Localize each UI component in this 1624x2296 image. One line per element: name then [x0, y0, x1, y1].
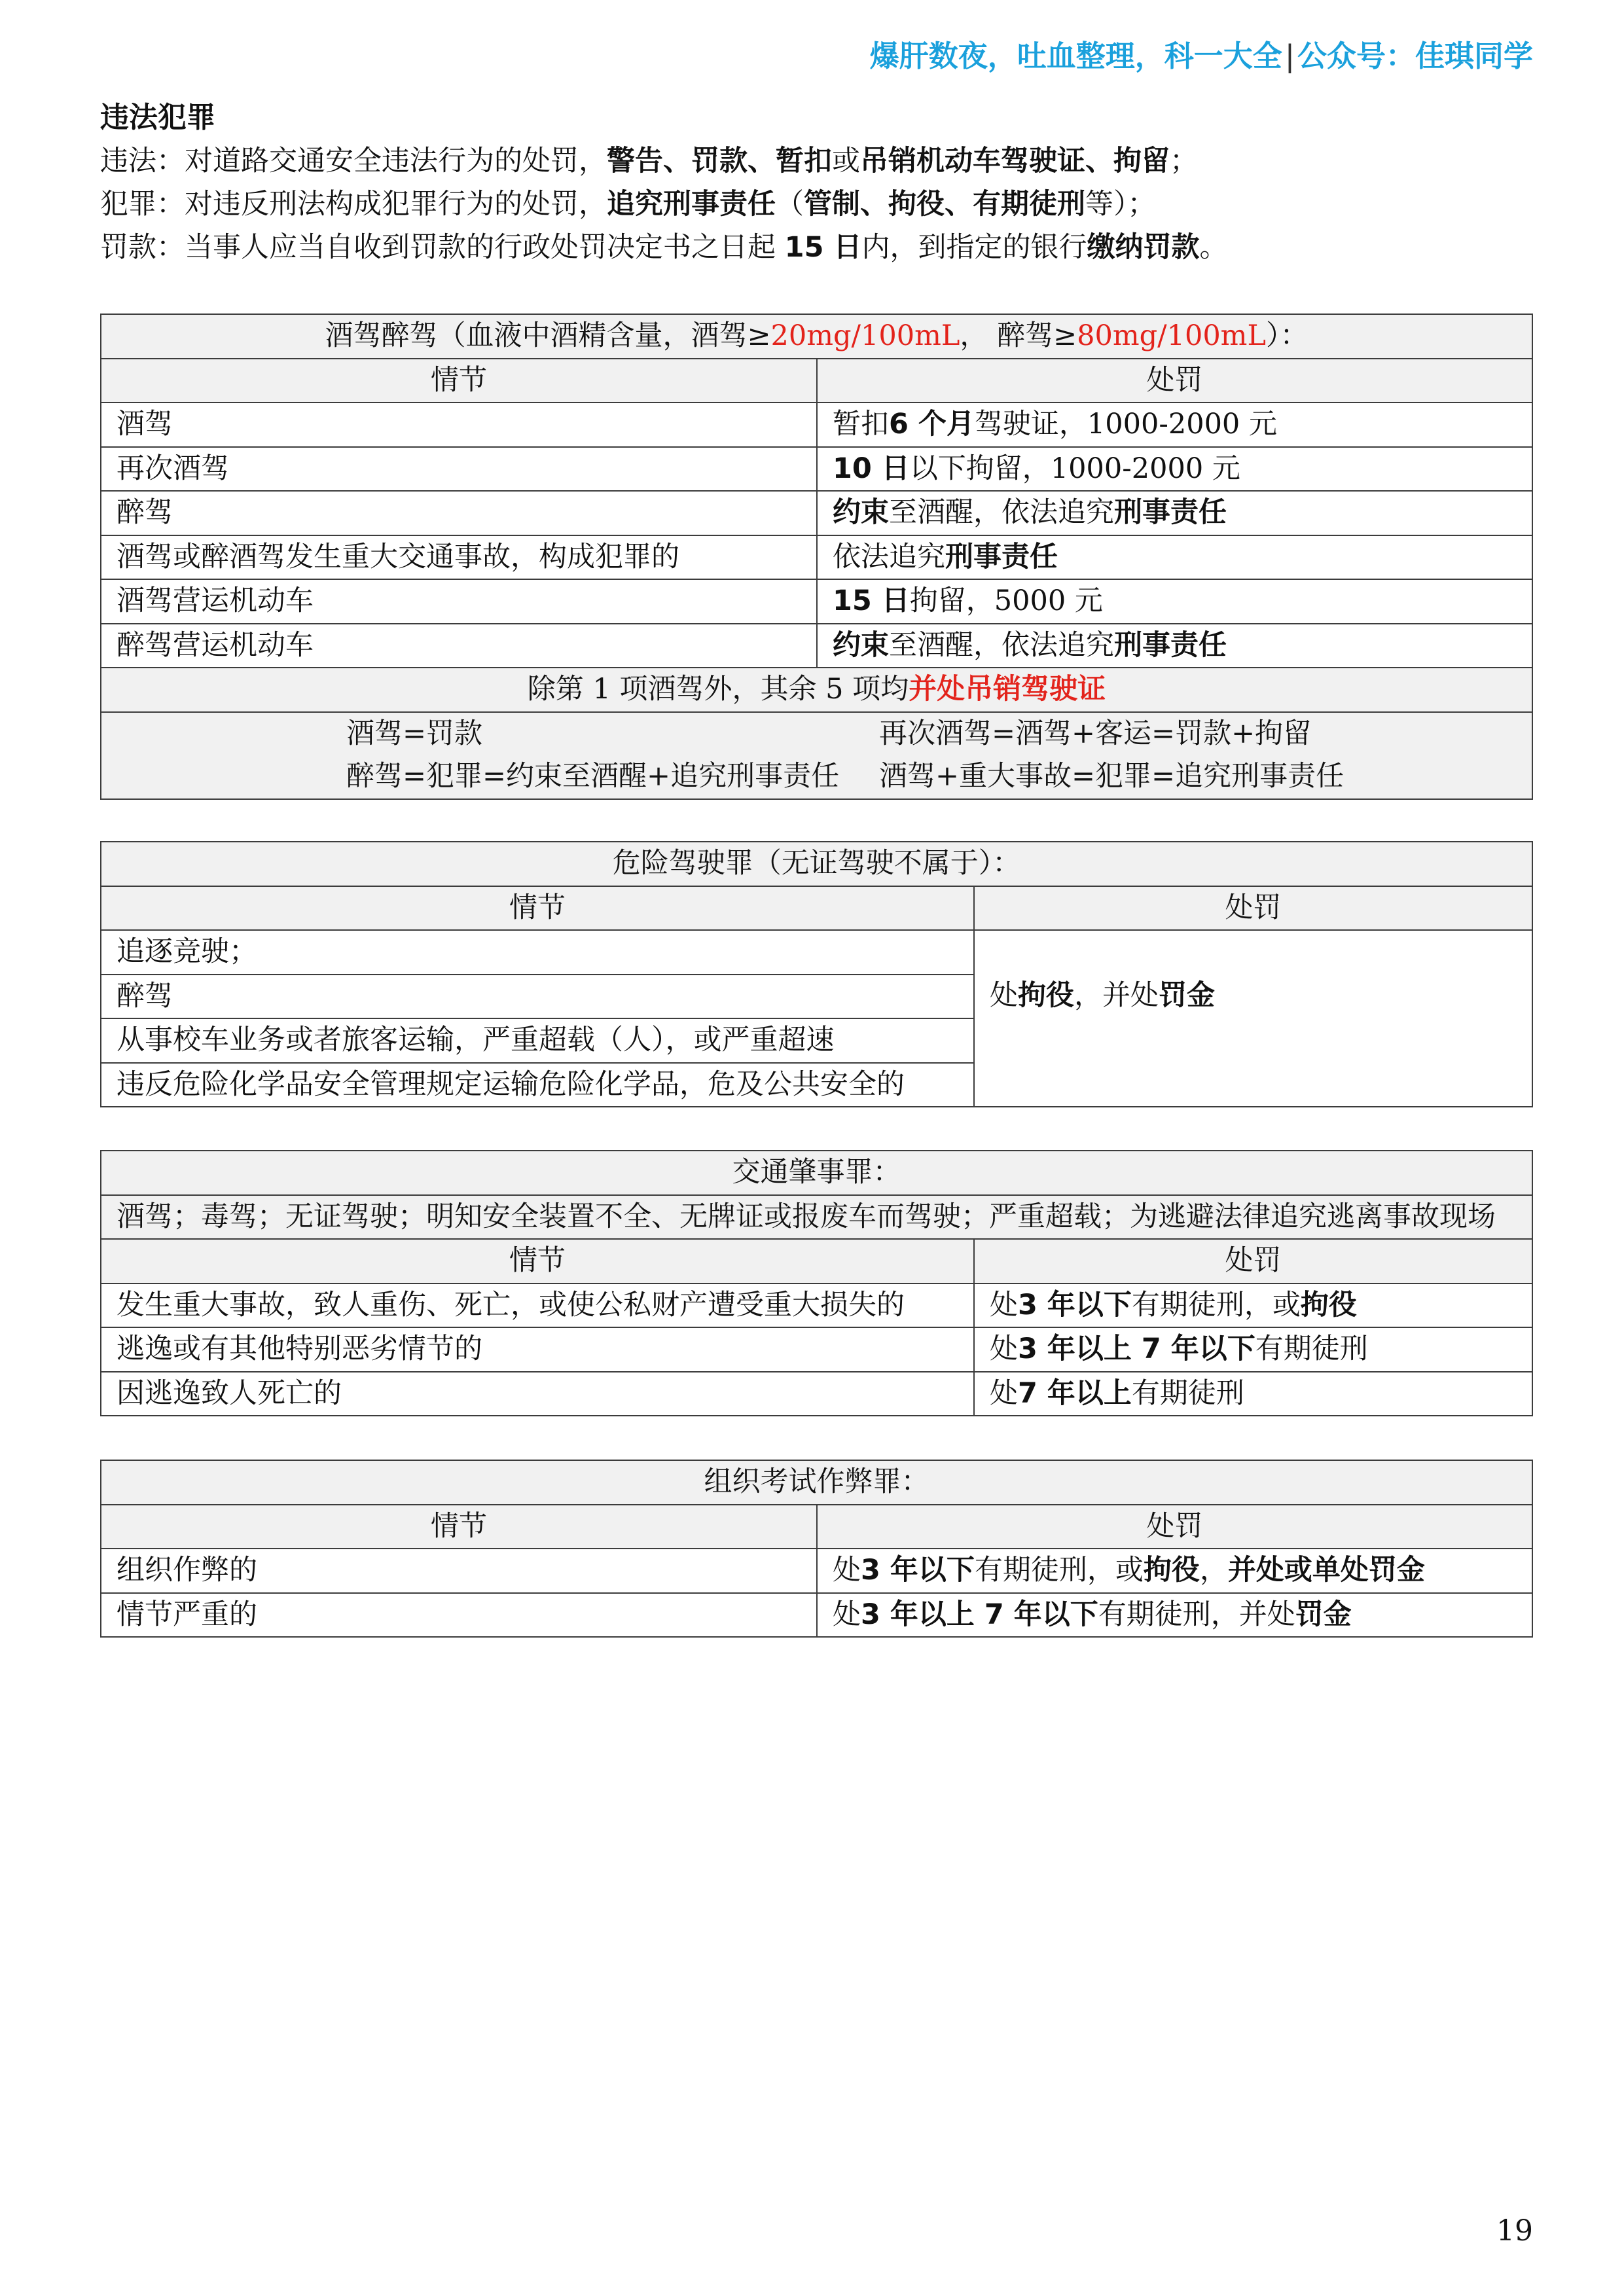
column-header-penalty: 处罚: [975, 1240, 1532, 1283]
text-run: 有期徒刑，或: [974, 1554, 1144, 1587]
circumstance-cell: 追逐竞驶；: [101, 931, 973, 974]
text-run: 有期徒刑，或: [1131, 1288, 1301, 1321]
penalty-cell: [818, 448, 1532, 491]
summary-item: 酒驾=罚款: [346, 717, 483, 750]
penalty-cell: [975, 1372, 1532, 1416]
emphasis-text: 并处或单处罚金: [1227, 1554, 1425, 1587]
emphasis-text: 拘役: [1018, 979, 1074, 1012]
intro-section: [100, 96, 1227, 269]
intro-line-violation: [100, 139, 1227, 183]
circumstance-cell: 情节严重的: [101, 1594, 816, 1637]
text-run: 拘留，5000 元: [909, 584, 1103, 618]
emphasis-text: 刑事责任: [1114, 628, 1227, 662]
intro-line-crime: [100, 183, 1227, 226]
column-header-penalty: 处罚: [818, 1505, 1532, 1549]
text-run: ，并处: [1074, 979, 1159, 1012]
circumstance-cell: 从事校车业务或者旅客运输，严重超载（人），或严重超速: [101, 1019, 973, 1062]
emphasis-text: 追究刑事责任: [607, 188, 776, 221]
table-title: 危险驾驶罪（无证驾驶不属于）：: [101, 842, 1532, 886]
summary-item: 再次酒驾=酒驾+客运=罚款+拘留: [879, 717, 1312, 750]
penalty-cell: [975, 1284, 1532, 1327]
emphasis-text: 7 年以上: [1018, 1376, 1132, 1410]
text-run: 处: [990, 1288, 1018, 1321]
emphasis-text: 警告、罚款、暂扣: [607, 145, 832, 177]
emphasis-text: 拘役: [1143, 1554, 1200, 1587]
table-title: 交通肇事罪：: [101, 1151, 1532, 1194]
text-run: 以下拘留，1000-2000 元: [909, 452, 1240, 485]
penalty-cell: [818, 403, 1532, 446]
text-run: 处: [990, 1376, 1018, 1410]
penalty-cell: [818, 492, 1532, 535]
text-run: 内，到指定的银行: [861, 231, 1087, 264]
text-run: 处: [990, 1333, 1018, 1366]
text-run: 暂扣: [833, 408, 889, 441]
emphasis-text: 拘役: [1300, 1288, 1357, 1321]
emphasis-text: 3 年以上 7 年以下: [1018, 1333, 1255, 1366]
text-run: 处: [833, 1554, 861, 1587]
emphasis-text: 罚金: [1295, 1598, 1352, 1631]
emphasis-text: 缴纳罚款: [1087, 231, 1200, 264]
column-header-circumstance: 情节: [101, 1240, 973, 1283]
drunk-driving-table: [100, 314, 1533, 800]
intro-line-fine: [100, 226, 1227, 269]
text-run: 20mg/100mL: [770, 319, 960, 353]
circumstance-cell: 酒驾营运机动车: [101, 580, 816, 623]
column-header-penalty: 处罚: [818, 359, 1532, 403]
emphasis-text: 15 日: [784, 231, 862, 264]
column-header-circumstance: 情节: [101, 887, 973, 930]
text-run: 处: [990, 979, 1018, 1012]
text-run: 酒驾醉驾（血液中酒精含量，酒驾≥: [325, 319, 771, 353]
emphasis-text: 15 日: [833, 584, 910, 618]
emphasis-text: 刑事责任: [945, 540, 1058, 573]
text-run: 有期徒刑: [1255, 1333, 1368, 1366]
traffic-accident-table: [100, 1150, 1533, 1416]
circumstance-cell: 违反危险化学品安全管理规定运输危险化学品，危及公共安全的: [101, 1064, 973, 1107]
circumstance-cell: 组织作弊的: [101, 1549, 816, 1592]
text-run: ， 醉驾≥: [960, 319, 1077, 353]
circumstance-cell: 因逃逸致人死亡的: [101, 1372, 973, 1416]
emphasis-text: 刑事责任: [1114, 496, 1227, 529]
text-run: 。: [1199, 231, 1228, 264]
circumstance-cell: 醉驾: [101, 975, 973, 1018]
penalty-cell: [818, 580, 1532, 623]
section-title: 违法犯罪: [100, 101, 215, 134]
column-header-circumstance: 情节: [101, 1505, 816, 1549]
emphasis-text: 约束: [833, 628, 889, 662]
circumstance-cell: 发生重大事故，致人重伤、死亡，或使公私财产遭受重大损失的: [101, 1284, 973, 1327]
header-tagline: [870, 38, 1533, 75]
emphasis-text: 吊销机动车驾驶证、拘留: [860, 145, 1170, 177]
summary-item: 酒驾+重大事故=犯罪=追究刑事责任: [879, 760, 1344, 793]
exam-fraud-table: [100, 1460, 1533, 1638]
emphasis-text: 6 个月: [889, 408, 975, 441]
summary-box: [101, 713, 1532, 798]
text-run: 违法：对道路交通安全违法行为的处罚，: [100, 145, 607, 177]
summary-item: 醉驾=犯罪=约束至酒醒+追究刑事责任: [346, 760, 840, 793]
causes-row: 酒驾；毒驾；无证驾驶；明知安全装置不全、无牌证或报废车而驾驶；严重超载；为逃避法律追究逃离事故现场: [101, 1196, 1532, 1239]
account-text: 公众号：佳琪同学: [1297, 39, 1533, 73]
page-number: 19: [1496, 2214, 1533, 2248]
emphasis-text: 罚金: [1159, 979, 1215, 1012]
text-run: （: [776, 188, 804, 221]
header-separator: |: [1284, 39, 1295, 73]
text-run: 80mg/100mL: [1077, 319, 1267, 353]
text-run: 等）；: [1085, 188, 1156, 221]
text-run: 有期徒刑: [1131, 1376, 1244, 1410]
dangerous-driving-table: [100, 841, 1533, 1107]
tagline-text: 爆肝数夜，吐血整理，科一大全: [869, 39, 1282, 73]
revocation-note: [101, 668, 1532, 711]
column-header-circumstance: 情节: [101, 359, 816, 403]
text-run: 罚款：当事人应当自收到罚款的行政处罚决定书之日起: [100, 231, 785, 264]
table-title: 组织考试作弊罪：: [101, 1461, 1532, 1504]
text-run: ）：: [1266, 319, 1308, 353]
emphasis-text: 3 年以下: [861, 1554, 975, 1587]
text-run: 犯罪：对违反刑法构成犯罪行为的处罚，: [100, 188, 607, 221]
circumstance-cell: 酒驾或醉酒驾发生重大交通事故，构成犯罪的: [101, 536, 816, 579]
circumstance-cell: 逃逸或有其他特别恶劣情节的: [101, 1328, 973, 1371]
emphasis-text: 10 日: [833, 452, 910, 485]
column-header-penalty: 处罚: [975, 887, 1532, 930]
penalty-cell: [975, 1328, 1532, 1371]
penalty-cell: [818, 1594, 1532, 1637]
circumstance-cell: 醉驾: [101, 492, 816, 535]
circumstance-cell: 醉驾营运机动车: [101, 624, 816, 668]
circumstance-cell: 再次酒驾: [101, 448, 816, 491]
text-run: 驾驶证，1000-2000 元: [974, 408, 1277, 441]
text-run: 处: [833, 1598, 861, 1631]
table-title: [101, 315, 1532, 358]
text-run: ；: [1170, 145, 1198, 177]
emphasis-text: 管制、拘役、有期徒刑: [804, 188, 1085, 221]
penalty-cell-merged: [975, 931, 1532, 1106]
text-run: 至酒醒，依法追究: [889, 628, 1114, 662]
emphasis-text: 3 年以下: [1018, 1288, 1132, 1321]
emphasis-text: 并处吊销驾驶证: [909, 673, 1106, 706]
text-run: 有期徒刑，并处: [1098, 1598, 1295, 1631]
circumstance-cell: 酒驾: [101, 403, 816, 446]
penalty-cell: [818, 536, 1532, 579]
penalty-cell: [818, 624, 1532, 668]
text-run: ，: [1199, 1554, 1228, 1587]
emphasis-text: 约束: [833, 496, 889, 529]
text-run: 至酒醒，依法追究: [889, 496, 1114, 529]
text-run: 或: [832, 145, 860, 177]
penalty-cell: [818, 1549, 1532, 1592]
emphasis-text: 3 年以上 7 年以下: [861, 1598, 1098, 1631]
text-run: 依法追究: [833, 540, 945, 573]
text-run: 除第 1 项酒驾外，其余 5 项均: [527, 673, 909, 706]
